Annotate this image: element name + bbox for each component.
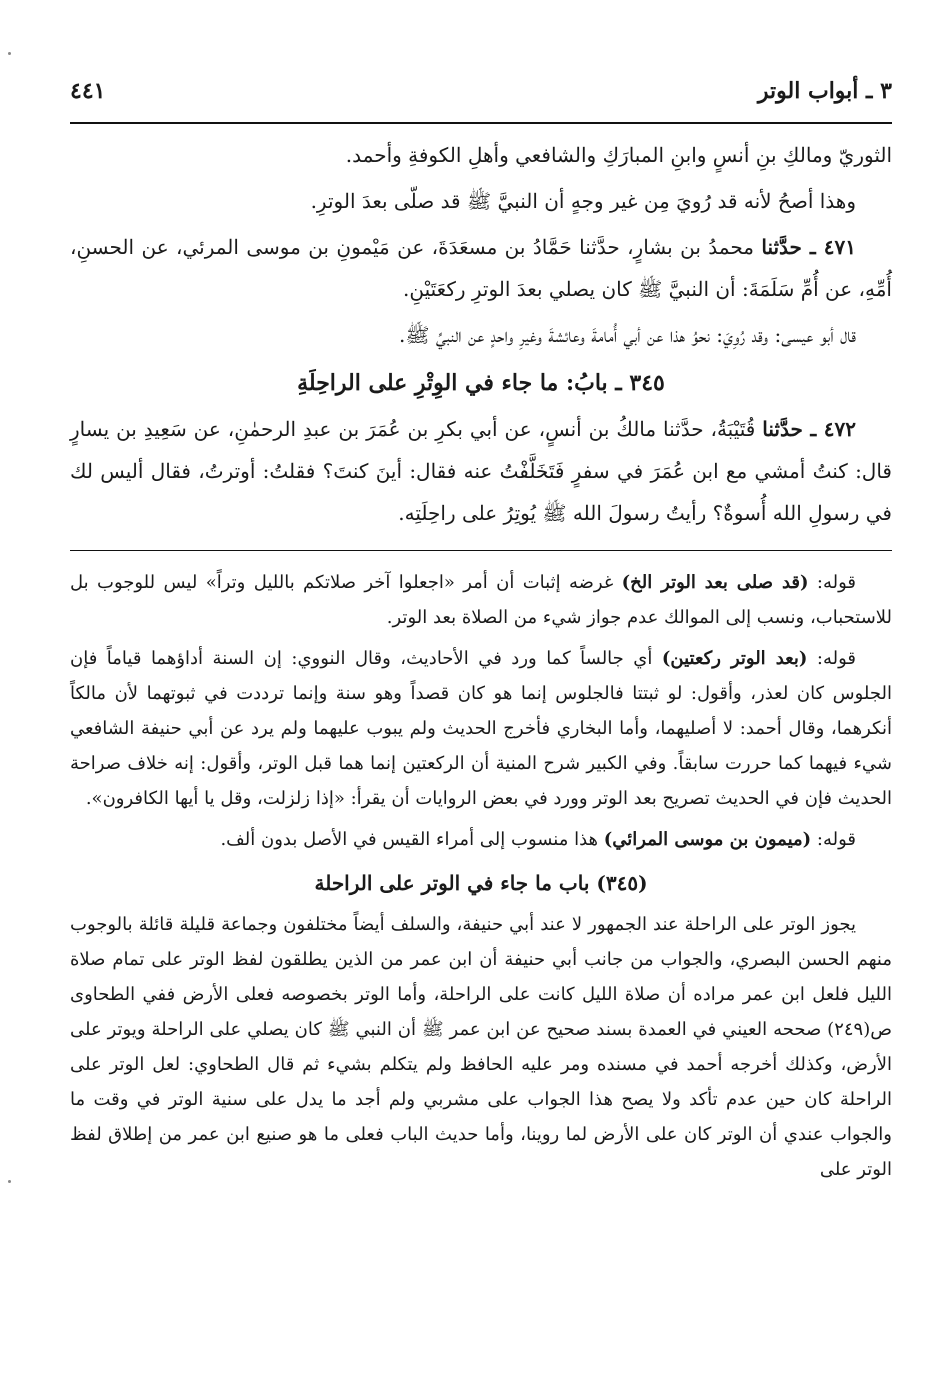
- hadith-471: [70, 226, 892, 310]
- note-text: غرضه إثبات أن أمر «اجعلوا آخر صلاتكم بالليل وتراً» ليس للوجوب بل للاستحباب، ونسب إلى الموالك عدم جواز شيء من الصلاة بعد الوتر.: [70, 572, 892, 628]
- note-lemma: (بعد الوتر ركعتين): [661, 648, 808, 669]
- header-rule: [70, 122, 892, 124]
- note-lemma: (ميمون بن موسى المرائي): [603, 829, 812, 850]
- note-lead: قوله:: [808, 572, 856, 593]
- note-text: أي جالساً كما ورد في الأحاديث، وقال النووي: إن السنة أداؤهما قياماً فإن الجلوس كان لعذر، وأقول: لو ثبتتا فالجلوس إنما هو كان قصداً وهو سنة وإنما ترددت في ثبوتهما لأن مالكاً أنكرهما، وقال أحمد: لا أصليهما، وأما البخاري فأخرج الحديث ولم يبوب عليهما ولم يرد عن أبي حنيفة الشافعي شيء فيهما كما حررت سابقاً. وفي الكبير شرح المنية أن الركعتين إنما هما قبل الوتر، وأقول: إنه خلاف صراحة الحديث فإن في الحديث تصريح بعد الوتر وورد في بعض الروايات أن يقرأ: «إذا زلزلت، وقل يا أيها الكافرون».: [70, 648, 892, 809]
- commentary-body: يجوز الوتر على الراحلة عند الجمهور لا عند أبي حنيفة، والسلف أيضاً مختلفون وجماعة قليلة قائلة بالوجوب منهم الحسن البصري، والجواب من جانب أبي حنيفة أن ابن عمر من الذين يطلقون لفظ الوتر على تمام صلاة الليل فلعل ابن عمر مراده أن صلاة الليل كانت على الراحلة، وأما الوتر بخصوصه فعلى الأرض ففي الطحاوى ص(٢٤٩) صححه العيني في العمدة بسند صحيح عن ابن عمر ﷺ أن النبي ﷺ كان يصلي على الراحلة ويوتر على الأرض، وكذلك أخرجه أحمد في مسنده ومر عليه الحافظ ولم يتكلم بشيء ثم قال الطحاوي: لعل الوتر على الراحلة كان حين عدم تأكد ولا يصح هذا الجواب على مشربي ولم أجد ما يدل على سنية الوتر في وقت ما والجواب عندي أن الوتر كان على الأرض لما روينا، وأما حديث الباب فعلى ما هو صنيع ابن عمر من إطلاق لفظ الوتر على: [70, 914, 892, 1180]
- section-title: ٣ ـ أبواب الوتر: [757, 78, 892, 104]
- margin-mark: [8, 1180, 11, 1183]
- hadith-number: ٤٧١ ـ حدَّثنا: [761, 235, 856, 259]
- book-page: [70, 78, 892, 1193]
- paragraph: وهذا أصحُ لأنه قد رُويَ مِن غير وجهٍ أن النبيَّ ﷺ قد صلّى بعدَ الوترِ.: [310, 189, 856, 213]
- chapter-heading: ٣٤٥ ـ بابُ: ما جاء في الوِتْرِ على الراحِلَةِ: [297, 370, 665, 396]
- paragraph: الثوريّ ومالكِ بنِ أنسٍ وابنِ المبارَكِ والشافعي وأهلِ الكوفةِ وأحمد.: [345, 143, 892, 167]
- hadith-text: محمدُ بن بشارٍ، حدَّثنا حَمَّادُ بن مسعَدَةَ، عن مَيْمونِ بن موسى المرئي، عن الحسنِ، أُمِّهِ، عن أُمِّ سَلَمَةَ: أن النبيَّ ﷺ كان يصلي بعدَ الوترِ ركعَتَيْنِ.: [70, 235, 892, 301]
- commentary-note: [70, 822, 892, 857]
- margin-mark: [8, 52, 11, 55]
- main-text: [70, 134, 892, 534]
- hadith-number: ٤٧٢ ـ حدَّثنا: [762, 417, 856, 441]
- note-lead: قوله:: [807, 648, 856, 669]
- note-text: هذا منسوب إلى أمراء القيس في الأصل بدون ألف.: [220, 829, 604, 850]
- page-number: ٤٤١: [70, 78, 106, 104]
- commentary-note: [70, 641, 892, 816]
- commentary-note: [70, 565, 892, 635]
- commentary-heading: (٣٤٥) باب ما جاء في الوتر على الراحلة: [314, 871, 648, 895]
- commentary: [70, 565, 892, 1187]
- note-lemma: (قد صلى بعد الوتر الخ): [621, 572, 809, 593]
- hadith-text: قُتَيْبَةُ، حدَّثنا مالكُ بن أنسٍ، عن أبي بكرِ بن عُمَرَ بن عبدِ الرحمٰنِ، عن سَعِيدِ بن يسارٍ قال: كنتُ أمشي مع ابن عُمَرَ في سفرٍ فَتَخَلَّفْتُ عنه فقال: أينَ كنتَ؟ فقلتُ: أوترتُ، فقال أليس لك في رسولِ الله أُسوةٌ؟ رأيتُ رسولَ الله ﷺ يُوتِرُ على راحِلَتِه.: [70, 417, 892, 525]
- note-lead: قوله:: [811, 829, 856, 850]
- hadith-472: [70, 408, 892, 534]
- footnote-separator: [70, 550, 892, 551]
- paragraph: قال أبو عيسى: وقد رُوِيَ: نحوُ هذا عن أبي أُمامةَ وعائشةَ وغيرِ واحدٍ عن النبيِّ ﷺ.: [398, 323, 856, 347]
- running-header: [70, 78, 892, 122]
